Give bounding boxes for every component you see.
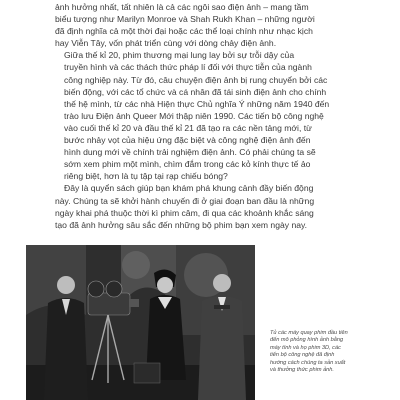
text-line: riêng biệt, hơn là tụ tập tại rạp chiếu bóng? xyxy=(64,171,228,182)
text-line: truyền hình và các thách thức pháp lí đối với thực tiễn của ngành xyxy=(64,62,312,73)
text-line: công nghiệp này. Từ đó, câu chuyện điện ảnh bị rung chuyển bởi các xyxy=(64,74,328,85)
paragraph-3 xyxy=(55,182,347,230)
film-set-illustration xyxy=(26,245,255,400)
text-line: biểu tượng như Marilyn Monroe và Shah Rukh Khan – những người xyxy=(55,14,315,25)
text-line: vào cuối thế kỉ 20 và đầu thế kỉ 21 đã tạo ra các nền tảng mới, từ xyxy=(64,122,312,133)
text-line: Giữa thế kỉ 20, phim thương mại lung lay bởi sự trỗi dậy của xyxy=(64,50,295,61)
photo-caption: Tủ các máy quay phim đầu tiên đến mô phỏng hình ảnh bằng máy tính và họ phim 3D, các tiến bộ công nghệ đã định hướng cách chúng ta sản xuất và thưởng thức phim ảnh. xyxy=(270,330,348,374)
body-text xyxy=(55,1,347,231)
paragraph-1 xyxy=(55,1,347,49)
text-line: ảnh hưởng nhất, tất nhiên là cả các ngôi sao điện ảnh – mang tầm xyxy=(55,2,309,12)
text-line: hay Viễn Tây, vốn phát triển cùng với dòng chảy điện ảnh. xyxy=(55,38,277,49)
paragraph-2 xyxy=(55,49,347,182)
text-line: này. Chúng ta sẽ khởi hành chuyến đi ở giai đoạn ban đầu là những xyxy=(55,195,315,206)
film-set-photo xyxy=(26,245,255,400)
text-line: bước nhảy vọt của hiệu ứng đặc biệt và công nghệ điện ảnh đến xyxy=(64,135,311,146)
text-line: sớm xem phim một mình, chìm đắm trong các kỏ kính thực tế ảo xyxy=(64,159,311,170)
text-line: Đây là quyển sách giúp bạn khám phá khung cảnh đầy biến động xyxy=(64,183,314,194)
text-line: thế hệ mình, từ các nhà Hiện thực Chủ nghĩa Ý những năm 1940 đến xyxy=(64,98,330,109)
text-line: đã định nghĩa cả một thời đại hoặc các thể loại chính như nhạc kịch xyxy=(55,26,313,37)
text-line: biến động, với các tổ chức và cá nhân đã tái sinh điện ảnh cho chính xyxy=(64,86,327,97)
text-line: hình dung mới về chính trải nghiệm điện ảnh. Có phải chúng ta sẽ xyxy=(64,147,316,158)
text-line: tạo đã ảnh hưởng sâu sắc đến những bộ phim bạn xem ngày nay. xyxy=(55,219,308,230)
text-line: ngày khai phá thuộc thời kì phim câm, đi qua các khoảnh khắc sáng xyxy=(55,207,314,218)
text-line: trào lưu Điện ảnh Queer Mới thập niên 1990. Các tiến bộ công nghệ xyxy=(64,110,324,121)
